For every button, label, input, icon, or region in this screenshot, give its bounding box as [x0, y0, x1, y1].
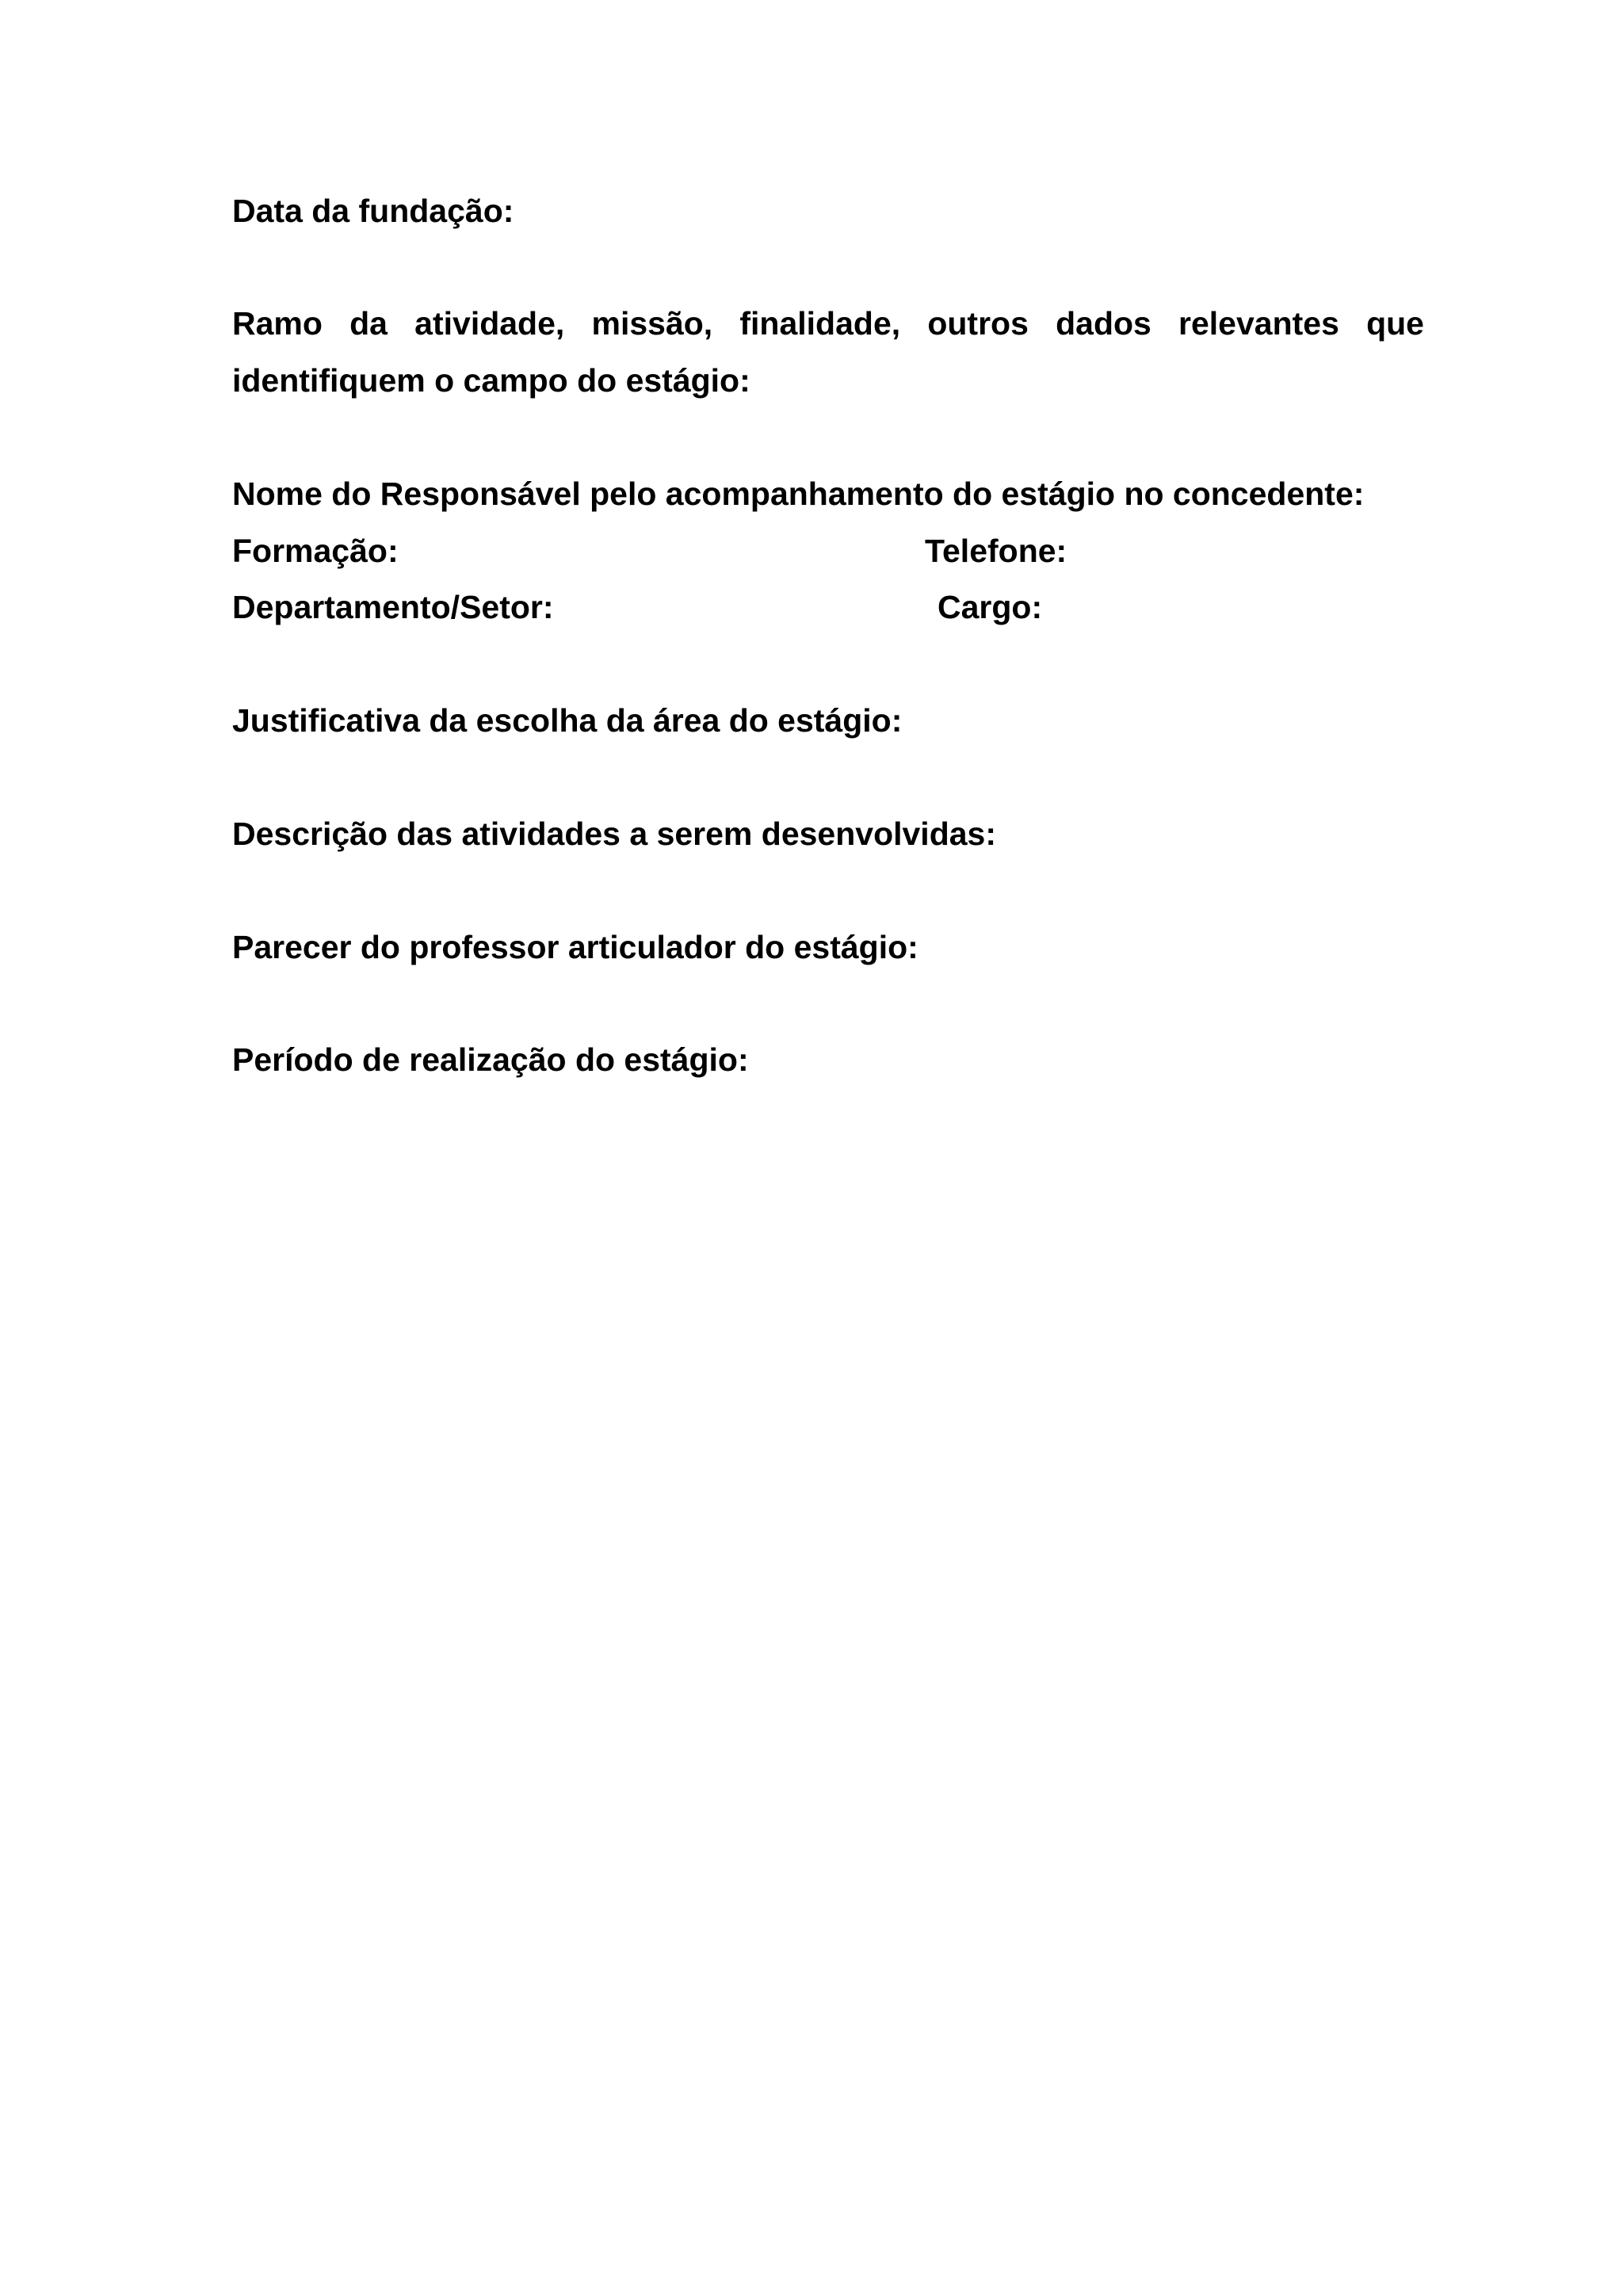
field-label-periodo-realizacao: Período de realização do estágio: [232, 1041, 749, 1078]
field-label-cargo: Cargo: [938, 589, 1043, 625]
field-label-telefone: Telefone: [925, 533, 1067, 569]
field-label-nome-responsavel: Nome do Responsável pelo acompanhamento do estágio no concedente: [232, 476, 1365, 512]
field-label-data-fundacao: Data da fundação: [232, 193, 514, 229]
field-label-descricao-atividades: Descrição das atividades a serem desenvolvidas: [232, 816, 997, 852]
field-label-ramo-atividade: Ramo da atividade, missão, finalidade, outros dados relevantes que identifiquem o campo do estágio: [232, 305, 1424, 399]
field-label-formacao: Formação: [232, 533, 399, 569]
field-label-departamento-setor: Departamento/Setor: [232, 589, 554, 625]
field-label-justificativa: Justificativa da escolha da área do estágio: [232, 702, 903, 739]
field-label-parecer-professor: Parecer do professor articulador do estágio: [232, 929, 918, 965]
